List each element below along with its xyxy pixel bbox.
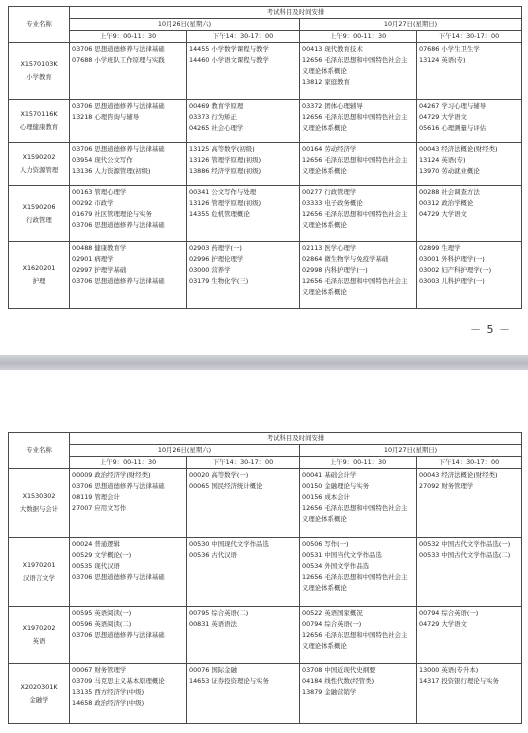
- schedule-header: 考试科目及时间安排: [70, 433, 522, 445]
- page-number: － 5 －: [470, 323, 511, 336]
- course-line: 03954 现代公文写作: [72, 156, 133, 164]
- major-cell: [9, 143, 70, 186]
- exam-schedule-table: [8, 6, 522, 309]
- course-cell-d2am: [300, 143, 417, 186]
- course-line: 14317 投资银行理论与实务: [419, 677, 499, 685]
- major-cell: [9, 242, 70, 309]
- major-name: 英语: [32, 637, 46, 645]
- course-line: 04729 大学语文: [419, 210, 467, 218]
- course-line: 00041 基础会计学: [302, 471, 357, 479]
- course-cell-d1am: [70, 43, 187, 100]
- major-name: 心理健康教育: [19, 123, 59, 131]
- day2-header: 10月27日(星期日): [300, 445, 522, 457]
- course-cell-d1am: [70, 242, 187, 309]
- day2-am-header: 上午9：00-11：30: [300, 457, 417, 469]
- course-line: 27092 财务管理学: [419, 482, 474, 490]
- table-row: [9, 607, 522, 664]
- course-line: 02901 病理学: [72, 255, 114, 263]
- course-line: 00534 外国文学作品选: [302, 562, 370, 570]
- course-cell-d2pm: [417, 538, 522, 607]
- course-line: 00067 财务管理学: [72, 666, 127, 674]
- major-code: X2020301K: [20, 682, 58, 691]
- day1-pm-header: 下午14：30-17：00: [187, 31, 300, 43]
- course-line: 00595 英语阅读(一): [72, 609, 132, 617]
- course-line: 08119 管理会计: [72, 493, 120, 501]
- course-line: 00009 政治经济学(财经类): [72, 471, 151, 479]
- course-line: 03706 思想道德修养与法律基础: [72, 102, 165, 110]
- course-line: 02998 内科护理学(一): [302, 266, 368, 274]
- course-line: 义理论体系概论: [302, 124, 347, 132]
- course-line: 12656 毛泽东思想和中国特色社会主: [302, 504, 408, 512]
- course-cell-d2am: [300, 100, 417, 143]
- course-line: 03003 儿科护理学(一): [419, 277, 485, 285]
- document-page-1: [0, 0, 528, 355]
- major-name: 小学教育: [26, 73, 52, 81]
- course-line: 14658 政治经济学(中级): [72, 699, 145, 707]
- major-code: X1970202: [22, 624, 56, 632]
- course-cell-d2am: [300, 538, 417, 607]
- course-line: 03333 电子政务概论: [302, 199, 363, 207]
- course-line: 03002 妇产科护理学(一): [419, 266, 492, 274]
- course-line: 00529 文学概论(一): [72, 551, 132, 559]
- course-cell-d2pm: [417, 469, 522, 538]
- day2-pm-header: 下午14：30-17：00: [417, 457, 522, 469]
- course-line: 14460 小学语文课程与教学: [189, 56, 269, 64]
- course-line: 03372 团体心理辅导: [302, 102, 363, 110]
- course-cell-d2pm: [417, 186, 522, 242]
- course-line: 00150 金融理论与实务: [302, 482, 370, 490]
- course-cell-d2pm: [417, 664, 522, 724]
- course-line: 00156 成本会计: [302, 493, 350, 501]
- course-line: 00163 管理心理学: [72, 188, 127, 196]
- table-row: [9, 186, 522, 242]
- course-cell-d1am: [70, 607, 187, 664]
- table-row: [9, 538, 522, 607]
- course-line: 义理论体系概论: [302, 515, 347, 523]
- course-line: 03706 思想道德修养与法律基础: [72, 482, 165, 490]
- major-name: 人力资源管理: [19, 166, 59, 174]
- course-cell-d2pm: [417, 100, 522, 143]
- course-line: 07688 小学班队工作原理与实践: [72, 56, 165, 64]
- course-line: 义理论体系概论: [302, 288, 347, 296]
- course-line: 00413 现代教育技术: [302, 45, 363, 53]
- course-line: 02996 护理伦理学: [189, 255, 244, 263]
- course-line: 义理论体系概论: [302, 584, 347, 592]
- course-line: 14455 小学数学课程与教学: [189, 45, 269, 53]
- course-line: 02899 生理学: [419, 244, 461, 252]
- exam-schedule-table: [8, 432, 522, 724]
- major-cell: [9, 43, 70, 100]
- course-line: 义理论体系概论: [302, 642, 347, 650]
- course-line: 14355 危机管理概论: [189, 210, 250, 218]
- course-line: 13812 家庭教育: [302, 78, 350, 86]
- page-separator: [0, 355, 528, 370]
- course-cell-d2am: [300, 242, 417, 309]
- major-column-header: 专业名称: [9, 433, 70, 469]
- course-line: 00024 普通逻辑: [72, 540, 120, 548]
- course-cell-d1pm: [187, 100, 300, 143]
- course-line: 00469 教育学原理: [189, 102, 244, 110]
- table-row: [9, 100, 522, 143]
- course-line: 00043 经济法概论(财经类): [419, 471, 498, 479]
- course-line: 04729 大学语文: [419, 620, 467, 628]
- course-cell-d1am: [70, 186, 187, 242]
- major-cell: [9, 100, 70, 143]
- course-line: 00292 市政学: [72, 199, 114, 207]
- course-line: 13126 管理学原理(初级): [189, 156, 262, 164]
- course-line: 00536 古代汉语: [189, 551, 237, 559]
- course-cell-d1pm: [187, 607, 300, 664]
- course-line: 12656 毛泽东思想和中国特色社会主: [302, 573, 408, 581]
- course-line: 00531 中国当代文学作品选: [302, 551, 382, 559]
- course-line: 00532 中国古代文学作品选(一): [419, 540, 511, 548]
- major-cell: [9, 664, 70, 724]
- course-line: 02997 护理学基础: [72, 266, 127, 274]
- table-row: [9, 43, 522, 100]
- course-line: 13218 心理咨询与辅导: [72, 113, 140, 121]
- course-cell-d2am: [300, 607, 417, 664]
- day1-header: 10月26日(星期六): [70, 19, 300, 31]
- course-line: 27007 应用文写作: [72, 504, 127, 512]
- course-line: 03706 思想道德修养与法律基础: [72, 145, 165, 153]
- course-line: 13124 英语(专): [419, 156, 466, 164]
- course-line: 03000 营养学: [189, 266, 231, 274]
- major-cell: [9, 538, 70, 607]
- course-cell-d1am: [70, 538, 187, 607]
- course-line: 00535 现代汉语: [72, 562, 120, 570]
- course-line: 13000 英语(专升本): [419, 666, 479, 674]
- course-line: 00831 英语语法: [189, 620, 237, 628]
- course-cell-d1am: [70, 143, 187, 186]
- course-line: 13135 西方经济学(中级): [72, 688, 145, 696]
- course-line: 01679 社区管理理论与实务: [72, 210, 152, 218]
- course-cell-d2pm: [417, 242, 522, 309]
- day1-am-header: 上午9：00-11：30: [70, 457, 187, 469]
- course-cell-d1am: [70, 469, 187, 538]
- day1-am-header: 上午9：00-11：30: [70, 31, 187, 43]
- course-line: 02864 微生物学与免疫学基础: [302, 255, 389, 263]
- course-line: 00065 国民经济统计概论: [189, 482, 263, 490]
- course-cell-d1pm: [187, 664, 300, 724]
- course-line: 03706 思想道德修养与法律基础: [72, 573, 165, 581]
- course-line: 14653 证券投资理论与实务: [189, 677, 269, 685]
- course-cell-d2am: [300, 186, 417, 242]
- course-line: 00488 健康教育学: [72, 244, 127, 252]
- course-line: 02113 医学心理学: [302, 244, 357, 252]
- course-line: 13126 管理学原理(初级): [189, 199, 262, 207]
- major-code: X1570103K: [20, 60, 58, 68]
- course-line: 13124 英语(专): [419, 56, 466, 64]
- course-line: 00506 写作(一): [302, 540, 349, 548]
- course-line: 03706 思想道德修养与法律基础: [72, 45, 165, 53]
- course-line: 00533 中国古代文学作品选(二): [419, 551, 511, 559]
- course-cell-d1pm: [187, 186, 300, 242]
- course-line: 00020 高等数学(一): [189, 471, 249, 479]
- course-line: 13886 经济学原理(初级): [189, 167, 262, 175]
- day2-header: 10月27日(星期日): [300, 19, 522, 31]
- course-line: 12656 毛泽东思想和中国特色社会主: [302, 631, 408, 639]
- course-line: 12656 毛泽东思想和中国特色社会主: [302, 210, 408, 218]
- course-cell-d2pm: [417, 43, 522, 100]
- major-code: X1970201: [22, 561, 56, 569]
- course-line: 03706 思想道德修养与法律基础: [72, 277, 165, 285]
- course-line: 07686 小学生卫生学: [419, 45, 480, 53]
- major-name: 行政管理: [26, 215, 52, 224]
- course-line: 13879 金融营销学: [302, 688, 357, 696]
- course-line: 00341 公文写作与处理: [189, 188, 257, 196]
- course-line: 00076 国际金融: [189, 666, 237, 674]
- course-cell-d1pm: [187, 242, 300, 309]
- course-line: 03706 思想道德修养与法律基础: [72, 221, 165, 229]
- table-row: [9, 242, 522, 309]
- course-line: 12656 毛泽东思想和中国特色社会主: [302, 277, 408, 285]
- major-cell: [9, 607, 70, 664]
- course-line: 00312 政治学概论: [419, 199, 474, 207]
- day1-pm-header: 下午14：30-17：00: [187, 457, 300, 469]
- major-name: 大数据与会计: [19, 505, 59, 513]
- course-line: 义理论体系概论: [302, 167, 347, 175]
- day2-pm-header: 下午14：30-17：00: [417, 31, 522, 43]
- course-line: 00043 经济法概论(财经类): [419, 145, 498, 153]
- course-cell-d2pm: [417, 143, 522, 186]
- course-line: 04265 社会心理学: [189, 124, 244, 132]
- course-line: 00277 行政管理学: [302, 188, 357, 196]
- course-cell-d2am: [300, 469, 417, 538]
- course-cell-d1pm: [187, 143, 300, 186]
- day1-header: 10月26日(星期六): [70, 445, 300, 457]
- major-name: 护理: [32, 277, 46, 285]
- course-cell-d1pm: [187, 538, 300, 607]
- course-line: 13125 高等数学(初级): [189, 145, 255, 153]
- course-line: 04267 学习心理与辅导: [419, 102, 487, 110]
- major-column-header: 专业名称: [9, 7, 70, 43]
- course-line: 12656 毛泽东思想和中国特色社会主: [302, 113, 408, 121]
- day2-am-header: 上午9：00-11：30: [300, 31, 417, 43]
- course-line: 00795 综合英语(二): [189, 609, 249, 617]
- major-cell: [9, 469, 70, 538]
- course-line: 05616 心理测量与评估: [419, 124, 487, 132]
- course-line: 03001 外科护理学(一): [419, 255, 485, 263]
- course-line: 04184 线性代数(经管类): [302, 677, 375, 685]
- course-line: 12656 毛泽东思想和中国特色社会主: [302, 56, 408, 64]
- table-row: [9, 143, 522, 186]
- course-line: 义理论体系概论: [302, 67, 347, 75]
- course-line: 13136 人力资源管理(初级): [72, 167, 151, 175]
- major-name: 金融学: [29, 695, 49, 704]
- course-cell-d2am: [300, 664, 417, 724]
- course-line: 03373 行为矫正: [189, 113, 237, 121]
- course-line: 00530 中国现代文学作品选: [189, 540, 269, 548]
- course-line: 00794 综合英语(一): [302, 620, 362, 628]
- course-cell-d1pm: [187, 469, 300, 538]
- schedule-header: 考试科目及时间安排: [70, 7, 522, 19]
- course-line: 03179 生物化学(三): [189, 277, 249, 285]
- major-code: X1570116K: [20, 110, 58, 118]
- course-cell-d1am: [70, 100, 187, 143]
- course-line: 12656 毛泽东思想和中国特色社会主: [302, 156, 408, 164]
- major-name: 汉语言文学: [23, 574, 55, 582]
- course-line: 00522 英语国家概况: [302, 609, 363, 617]
- course-line: 03709 马克思主义基本原理概论: [72, 677, 165, 685]
- major-code: X1590206: [22, 202, 56, 211]
- course-cell-d1pm: [187, 43, 300, 100]
- course-line: 13970 劳动就业概论: [419, 167, 480, 175]
- major-cell: [9, 186, 70, 242]
- course-cell-d1am: [70, 664, 187, 724]
- course-cell-d2am: [300, 43, 417, 100]
- course-line: 00794 综合英语(一): [419, 609, 479, 617]
- course-line: 03706 思想道德修养与法律基础: [72, 631, 165, 639]
- course-line: 00596 英语阅读(二): [72, 620, 132, 628]
- document-page-2: [0, 370, 528, 733]
- course-line: 00164 劳动经济学: [302, 145, 357, 153]
- major-code: X1590202: [22, 153, 56, 161]
- table-row: [9, 664, 522, 724]
- course-line: 04729 大学语文: [419, 113, 467, 121]
- table-row: [9, 469, 522, 538]
- course-line: 03708 中国近现代史纲要: [302, 666, 376, 674]
- major-code: X1530302: [22, 492, 56, 500]
- course-line: 02903 药理学(一): [189, 244, 242, 252]
- course-line: 00288 社会调查方法: [419, 188, 480, 196]
- major-code: X1620201: [22, 264, 56, 272]
- course-line: 义理论体系概论: [302, 221, 347, 229]
- course-cell-d2pm: [417, 607, 522, 664]
